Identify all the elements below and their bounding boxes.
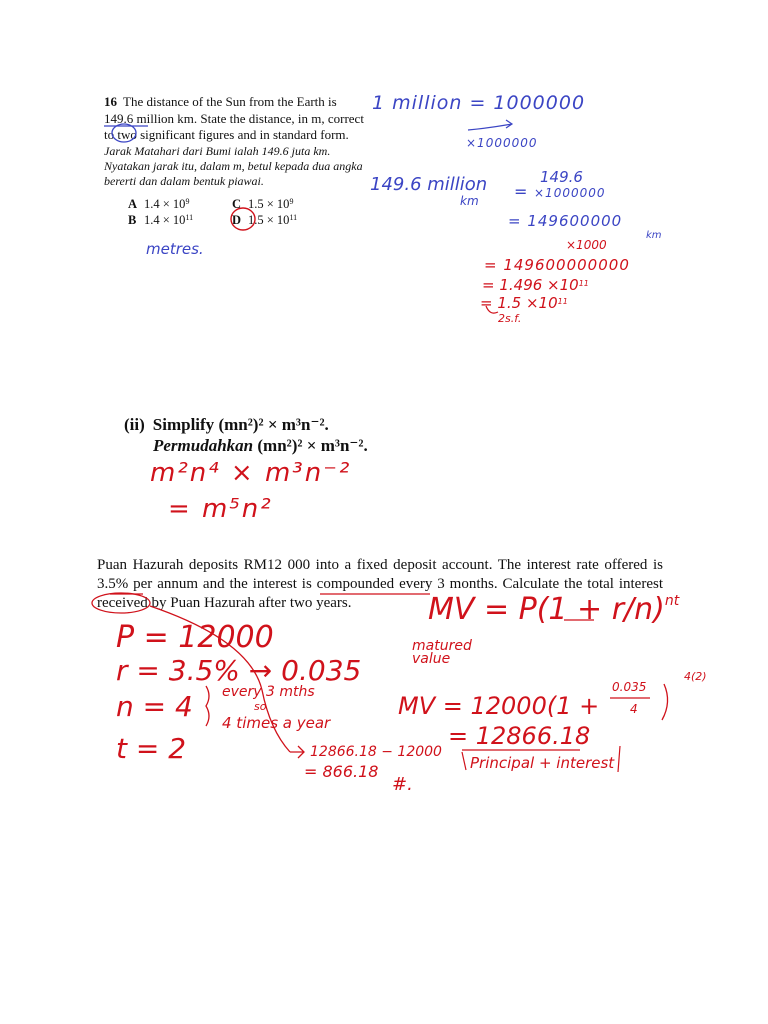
handwritten-times-1000000: ×1000000 [534, 186, 606, 200]
handwritten-1496-base: = 1.496 ×10 [482, 276, 579, 294]
option-letter: C [232, 197, 242, 211]
handwritten-t: t = 2 [116, 732, 187, 765]
option-value: 1.5 × 10 [248, 197, 290, 211]
question-ii-prefix: Simplify [152, 415, 215, 434]
option-exponent: 11 [289, 213, 298, 222]
handwritten-r: r = 3.5% → 0.035 [116, 654, 362, 687]
question-ii-label: (ii) [124, 415, 145, 434]
handwritten-answer: = m⁵n² [168, 494, 273, 524]
option-letter: B [128, 213, 137, 227]
handwritten-1496-exp: 11 [578, 279, 589, 288]
handwritten-km-unit: km [646, 230, 662, 241]
handwritten-times-million: ×1000000 [466, 136, 538, 150]
handwritten-2sf: 2s.f. [498, 312, 522, 325]
option-letter: A [128, 197, 138, 211]
handwritten-step1: m²n⁴ × m³n⁻² [150, 458, 352, 488]
option-exponent: 9 [185, 197, 190, 206]
handwritten-matured-value: matured value [412, 638, 472, 667]
arrow-diff-icon [290, 746, 304, 758]
option-value: 1.4 × 10 [144, 213, 186, 227]
question-16-text-ms: Jarak Matahari dari Bumi ialah 149.6 juta km. Nyatakan jarak itu, dalam m, betul kepada dua angka bererti dan dalam bentuk piawai. [104, 143, 363, 188]
handwritten-149600000000: = 149600000000 [484, 256, 630, 274]
question-ii-prefix-ms: Permudahkan [153, 436, 254, 455]
handwritten-15-base: = 1.5 ×10 [480, 294, 558, 312]
handwritten-million: 1 million = 1000000 [372, 92, 586, 114]
handwritten-formula-body: MV = P(1 + r/n) [428, 592, 665, 627]
handwritten-mv-exp: 4(2) [684, 670, 707, 683]
handwritten-149600000: = 149600000 [508, 212, 623, 230]
handwritten-end-mark: #. [392, 774, 413, 795]
handwritten-formula-exp: nt [664, 593, 680, 609]
arrow-icon [468, 120, 512, 130]
bracket-2sf [486, 306, 498, 313]
handwritten-149-million: 149.6 million [370, 174, 488, 195]
question-number: 16 [104, 94, 117, 109]
handwritten-n-note2: so [254, 700, 267, 713]
handwritten-mv-sub: MV = 12000(1 + [398, 692, 600, 720]
handwritten-p: P = 12000 [116, 620, 274, 655]
option-value: 1.5 × 10 [248, 213, 290, 227]
option-exponent: 9 [289, 197, 294, 206]
handwritten-frac-num: 0.035 [612, 680, 647, 694]
handwritten-metres: metres. [146, 240, 204, 258]
handwritten-equals: = [514, 182, 528, 201]
handwritten-km: km [460, 194, 479, 208]
handwritten-diff-result: = 866.18 [304, 762, 379, 781]
handwritten-n: n = 4 [116, 690, 193, 723]
handwritten-n-note3: 4 times a year [222, 714, 331, 732]
brace-n-note [206, 686, 209, 726]
option-letter: D [232, 213, 242, 227]
circle-answer-d-icon [231, 208, 255, 230]
question-ii-expression-ms: (mn²)² × m³n⁻². [257, 436, 368, 455]
closing-paren [662, 684, 668, 720]
question-ii-expression: (mn²)² × m³n⁻². [218, 415, 329, 434]
handwritten-principal-interest: Principal + interest [470, 754, 615, 772]
link-curve [150, 606, 290, 752]
circle-m-icon [112, 124, 136, 142]
question-interest-text: Puan Hazurah deposits RM12 000 into a fixed deposit account. The interest rate offered is 3.5% per annum and the interest is compounded every 3 months. Calculate the total interest received by Puan Hazurah after two years. [97, 557, 663, 611]
circle-interest-icon [92, 593, 150, 613]
handwritten-149-6: 149.6 [540, 168, 583, 186]
question-16-text-en: The distance of the Sun from the Earth is 149.6 million km. State the distance, in m, correct to two significant figures and in standard form. [104, 94, 364, 142]
handwritten-frac-den: 4 [630, 702, 638, 716]
handwritten-mv-result: = 12866.18 [448, 722, 591, 750]
option-value: 1.4 × 10 [144, 197, 186, 211]
option-exponent: 11 [185, 213, 194, 222]
handwritten-diff: 12866.18 − 12000 [310, 744, 442, 760]
handwritten-15-exp: 11 [557, 297, 568, 306]
handwritten-times-1000: ×1000 [566, 238, 607, 252]
handwritten-n-note1: every 3 mths [222, 684, 315, 700]
